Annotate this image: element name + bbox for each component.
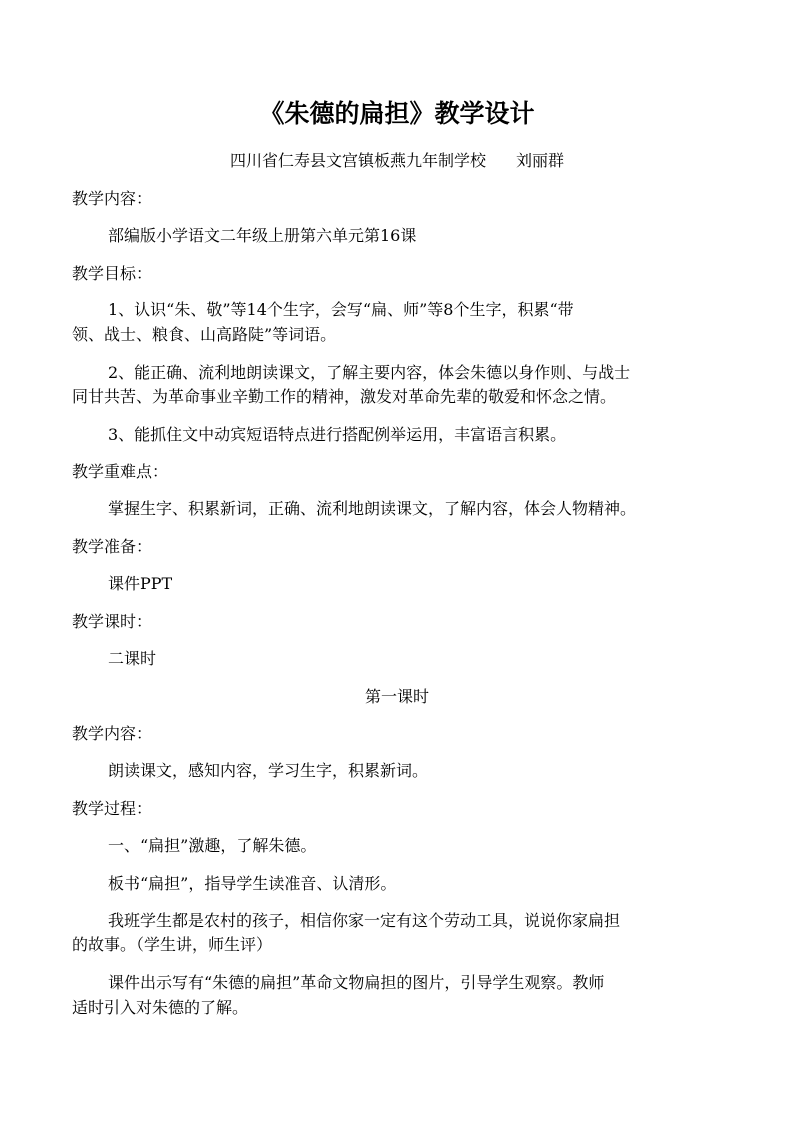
process-step-1-c-line-2: 适时引入对朱德的了解。 <box>72 998 249 1017</box>
document-title: 《朱德的扁担》教学设计 <box>259 99 535 128</box>
preparation-text: 课件PPT <box>108 574 173 593</box>
process-step-1-c-line-1: 课件出示写有“朱德的扁担”革命文物扁担的图片，引导学生观察。教师 <box>108 973 605 992</box>
process-heading: 教学过程： <box>72 799 153 818</box>
class-hours-text: 二课时 <box>108 649 157 668</box>
goal-2-line-2: 同甘共苦、为革命事业辛勤工作的精神，激发对革命先辈的敬爱和怀念之情。 <box>72 387 617 406</box>
process-step-1-b-line-1: 我班学生都是农村的孩子，相信你家一定有这个劳动工具，说说你家扁担 <box>108 911 621 930</box>
class-hours-heading: 教学课时： <box>72 612 153 631</box>
key-points-heading: 教学重难点： <box>72 462 169 481</box>
key-points-text: 掌握生字、积累新词，正确、流利地朗读课文，了解内容，体会人物精神。 <box>108 499 637 518</box>
preparation-heading: 教学准备： <box>72 537 153 556</box>
process-step-1-a: 板书“扁担”，指导学生读准音、认清形。 <box>108 874 397 893</box>
goal-3: 3、能抓住文中动宾短语特点进行搭配例举运用，丰富语言积累。 <box>108 425 567 444</box>
content-text: 部编版小学语文二年级上册第六单元第16课 <box>108 226 417 245</box>
process-step-1: 一、“扁担”激趣，了解朱德。 <box>108 836 317 855</box>
process-step-1-b-line-2: 的故事。（学生讲，师生评） <box>72 935 273 954</box>
content-heading: 教学内容： <box>72 189 153 208</box>
lesson-1-content-text: 朗读课文，感知内容，学习生字，积累新词。 <box>108 761 429 780</box>
goals-heading: 教学目标： <box>72 264 153 283</box>
goal-1-line-2: 领、战士、粮食、山高路陡”等词语。 <box>72 325 337 344</box>
author-line <box>0 148 794 174</box>
lesson-1-content-heading: 教学内容： <box>72 724 153 743</box>
goal-1-line-1: 1、认识“朱、敬”等14个生字，会写“扁、师”等8个生字，积累“带 <box>108 300 574 319</box>
author-name: 刘丽群 <box>516 151 565 170</box>
school-name: 四川省仁寿县文宫镇板燕九年制学校 <box>229 151 486 170</box>
goal-2-line-1: 2、能正确、流利地朗读课文，了解主要内容，体会朱德以身作则、与战士 <box>108 363 631 382</box>
lesson-1-title: 第一课时 <box>364 687 429 706</box>
